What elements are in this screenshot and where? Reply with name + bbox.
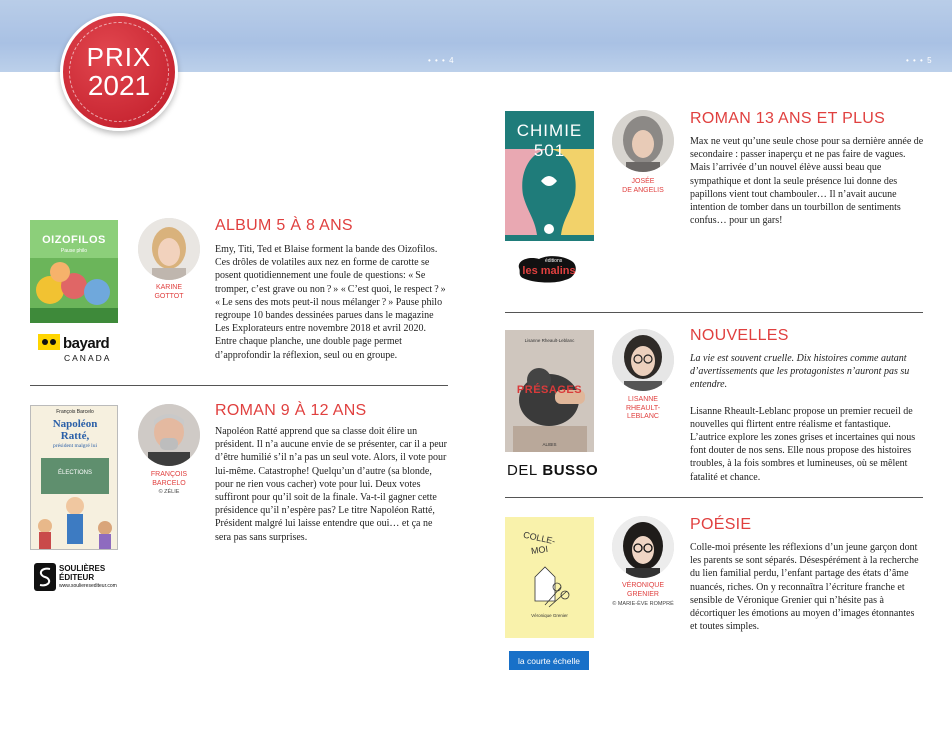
delbusso-word-1: DEL xyxy=(507,462,538,479)
soulieres-sub: ÉDITEUR xyxy=(59,572,95,582)
description-intro-text: La vie est souvent cruelle. Dix histoires comme autant d’avertissements que les protagonistes n’auront pas su entendre. xyxy=(690,353,910,391)
category-title-nouvelles: NOUVELLES xyxy=(690,327,789,344)
category-title-roman-13: ROMAN 13 ANS ET PLUS xyxy=(690,110,886,127)
author-last-name: GRENIER xyxy=(627,590,659,598)
category-title-roman-9-12: ROMAN 9 À 12 ANS xyxy=(215,402,367,419)
entry-description-roman-13 xyxy=(690,135,926,227)
author-first-name: KARINE xyxy=(155,284,183,291)
page-number-left: • • • 4 xyxy=(428,56,455,65)
book-cover-napoleon-ratte xyxy=(30,405,118,550)
malins-small: éditions xyxy=(545,258,563,264)
book-cover-presages-title: PRÉSAGES xyxy=(516,384,583,396)
author-name-4 xyxy=(603,396,683,422)
book-cover-oizofilos-subtitle: Pause philo xyxy=(60,248,88,254)
book-cover-napoleon-author: François Barcelo xyxy=(56,409,94,415)
entry-description-album xyxy=(215,243,450,362)
book-cover-oizofilos-title: OIZOFILOS xyxy=(42,234,106,246)
photo-credit-2: © ZÉLIE xyxy=(158,489,180,495)
soulieres-wordmark xyxy=(59,564,117,591)
description-paragraph: Lisanne Rheault-Leblanc propose un premier recueil de nouvelles qui flirtent entre réalisme et fantastique. L’autrice explore les zones grises et incertaines qui nous font douter de nos sens. Elle nous propose des histoires troubles, à la fois sombres et lumineuses, où se mêlent fatalité et chance. xyxy=(690,405,916,483)
book-cover-colle-moi-title-1: COLLE- xyxy=(522,529,557,547)
bayard-eyes-icon xyxy=(41,336,57,348)
author-name-2 xyxy=(129,471,209,488)
author-first-name: LISANNE xyxy=(628,396,658,403)
author-photo-lisanne-rheault-leblanc xyxy=(612,329,674,391)
book-cover-chimie-501 xyxy=(505,111,594,241)
delbusso-word-2: BUSSO xyxy=(542,462,599,479)
page-number-right: • • • 5 xyxy=(906,56,933,65)
publisher-logo-soulieres xyxy=(34,563,117,591)
category-title-poesie: POÉSIE xyxy=(690,516,752,533)
book-cover-oizofilos xyxy=(30,220,118,323)
book-cover-colle-moi-title-2: MOI xyxy=(530,543,549,557)
prix-word: PRIX xyxy=(86,42,152,72)
section-divider xyxy=(30,385,448,386)
section-divider xyxy=(505,312,923,313)
author-name-5 xyxy=(603,582,683,599)
description-paragraph: Colle-moi présente les réflexions d’un jeune garçon dont les parents se sont séparés. Désespérément à la recherche du lien familial perdu, l’enfant partage des états d’âme nuancés, riches. On y reconnaîtra l’écriture franche et sensible de Véronique Grenier qui n’hésite pas à décortiquer les émotions au moyen d’images étonnantes et toutes simples. xyxy=(690,542,919,633)
prix-year: 2021 xyxy=(87,70,151,101)
description-intro xyxy=(690,352,926,392)
author-first-name: VÉRONIQUE xyxy=(621,582,664,589)
malins-wordmark: les malins xyxy=(522,265,576,277)
book-cover-colle-moi-author: Véronique Grenier xyxy=(531,613,568,618)
bayard-wordmark: bayard xyxy=(63,335,110,352)
author-portrait-art xyxy=(612,110,674,172)
entry-description-poesie xyxy=(690,541,924,633)
author-last-name-2: LEBLANC xyxy=(627,413,659,420)
entry-description-nouvelles xyxy=(690,352,926,484)
bayard-mark xyxy=(38,334,60,350)
book-cover-presages-publisher: ALIBIS xyxy=(542,442,557,447)
author-photo-josee-de-angelis xyxy=(612,110,674,172)
author-last-name: BARCELO xyxy=(152,479,186,487)
author-photo-francois-barcelo xyxy=(138,404,200,466)
author-last-name: GOTTOT xyxy=(154,292,184,300)
book-cover-napoleon-title-3: président malgré lui xyxy=(53,443,97,449)
author-portrait-art xyxy=(612,516,674,578)
book-cover-colle-moi xyxy=(505,517,594,638)
publisher-logo-del-busso xyxy=(507,462,598,479)
description-paragraph: Napoléon Ratté apprend que sa classe doit élire un président. Il n’a aucune envie de se présenter, car il a peur d’être humilié s’il n’a pas un seul vote. Alors, il vote pour lui-même. Catastrophe! Quelqu’un d’autre (sa blonde, pour ne rien vous cacher) vote pour lui. Deux votes suffiront pour qu’il soit de la finale. Va-t-il gagner cette présidence qu’il n’espère pas? Le titre Napoléon Ratté, Président malgré lui laisse entendre que oui… et ça ne sera pas sans surprises. xyxy=(215,426,447,543)
bayard-country: CANADA xyxy=(64,353,112,363)
book-cover-napoleon-title-2: Ratté, xyxy=(60,430,90,442)
description-paragraph: Max ne veut qu’une seule chose pour sa dernière année de secondaire : passer inaperçu et ne pas faire de vagues. Mais l’arrivée d’un nouvel élève aussi beau que sympathique et dont la seule présence lui donne des papillons vient tout chambouler… Il n’avait aucune intention de tomber dans un tourbillon de sentiments confus… pour un gars! xyxy=(690,136,924,227)
publisher-logo-les-malins xyxy=(515,254,579,284)
book-cover-napoleon-board: ÉLECTIONS xyxy=(57,470,92,476)
author-portrait-art xyxy=(138,218,200,280)
author-first-name: FRANÇOIS xyxy=(150,471,188,478)
soulieres-url: www.soulieresediteur.com xyxy=(59,582,117,589)
soulieres-s-icon xyxy=(34,563,56,591)
book-cover-presages xyxy=(505,330,594,452)
author-name-1 xyxy=(129,284,209,301)
prix-badge xyxy=(60,13,178,131)
author-last-name-1: RHEAULT- xyxy=(625,404,661,412)
description-paragraph: Emy, Titi, Ted et Blaise forment la bande des Oizofilos. Ces drôles de volatiles aux nez en forme de carotte se posent quotidiennement une foule de questions: « Se tromper, c’est grave ou non ? » « C’est quoi, le respect ? » « Le sens des mots peut-il nous mélanger ? » Pause philo regroupe 10 bandes dessinées parues dans le magazine Les Explorateurs entre novembre 2018 et avril 2020. Entre chaque planche, une double page permet d’approfondir la réflexion, seul ou en groupe. xyxy=(215,244,446,361)
author-photo-veronique-grenier xyxy=(612,516,674,578)
author-portrait-art xyxy=(138,404,200,466)
book-cover-chimie-title: CHIMIE 501 xyxy=(516,121,583,160)
entry-description-roman-9-12 xyxy=(215,425,447,544)
author-last-name: DE ANGELIS xyxy=(622,186,664,194)
author-photo-karine-gottot xyxy=(138,218,200,280)
publisher-logo-courte-echelle: la courte échelle xyxy=(509,651,589,670)
publisher-logo-bayard xyxy=(38,334,111,363)
prix-badge-ring xyxy=(69,22,169,122)
section-divider xyxy=(505,497,923,498)
book-cover-napoleon-title-1: Napoléon xyxy=(52,418,98,430)
author-first-name: JOSÉE xyxy=(631,178,655,185)
author-portrait-art xyxy=(612,329,674,391)
book-cover-presages-author: Lisanne Rheault-Leblanc xyxy=(524,338,575,343)
soulieres-name: SOULIÈRES xyxy=(59,563,106,573)
author-name-3 xyxy=(603,178,683,195)
category-title-album: ALBUM 5 À 8 ANS xyxy=(215,217,353,234)
photo-credit-5: © MARIE-ÈVE ROMPRÉ xyxy=(612,601,674,607)
